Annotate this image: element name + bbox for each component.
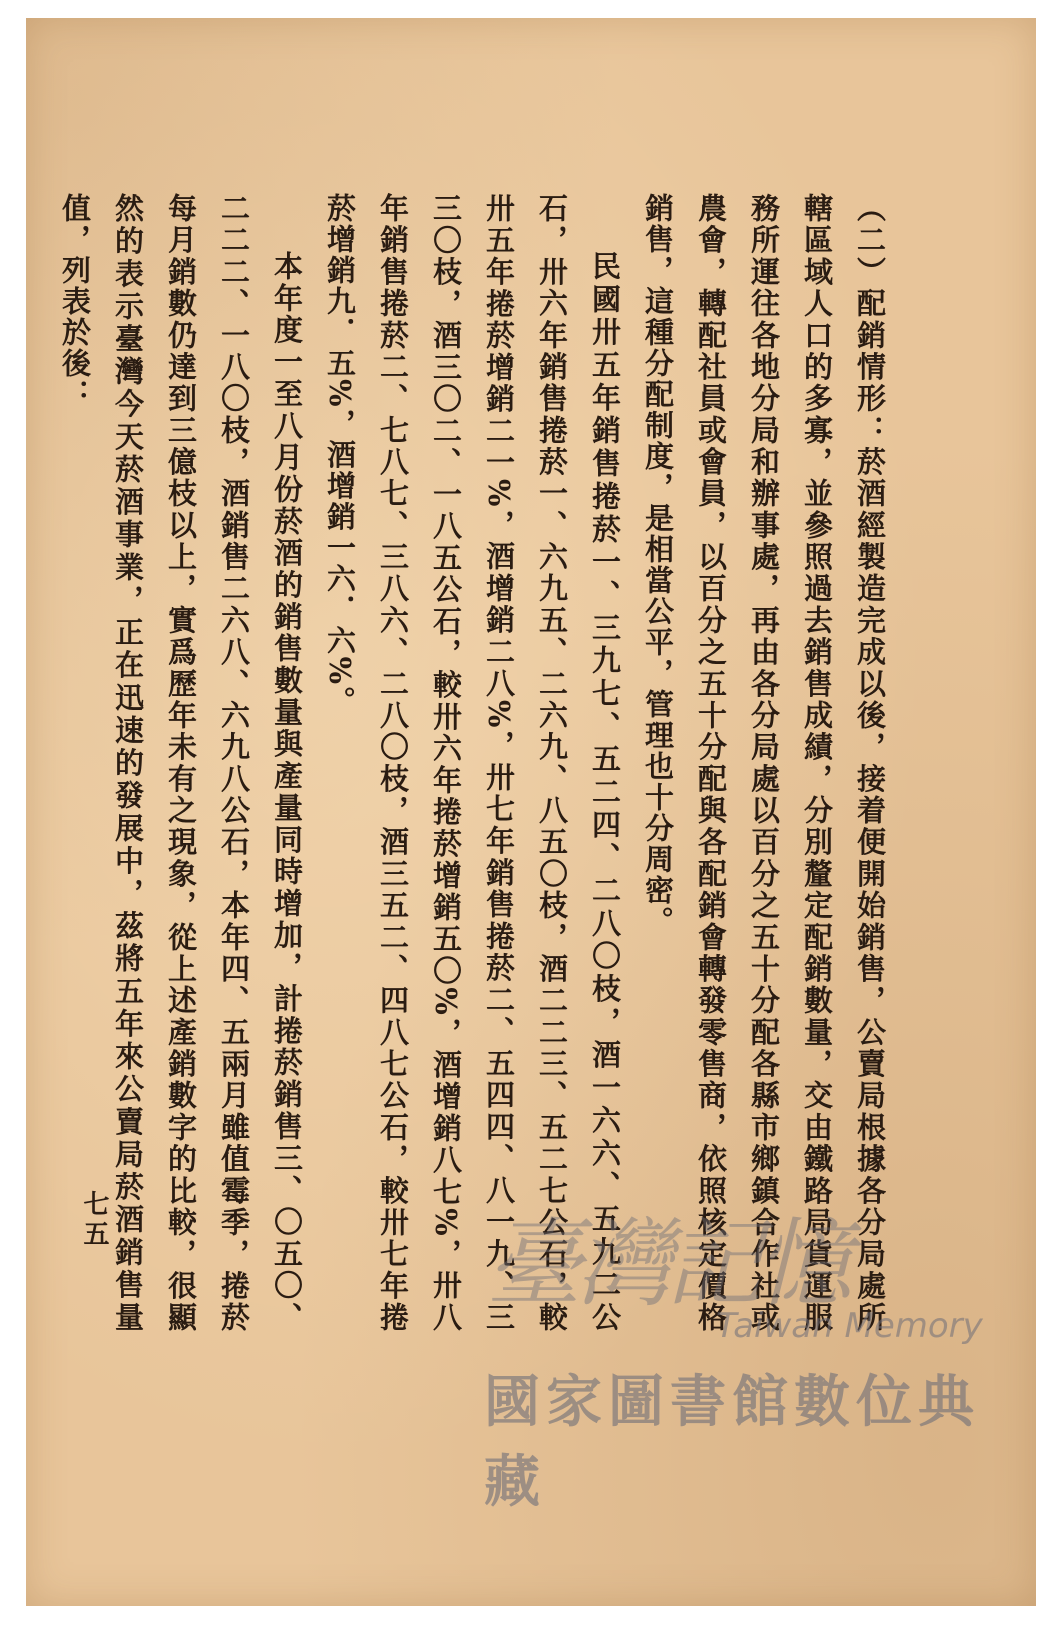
vertical-text-body	[48, 193, 896, 1333]
watermark-chinese-text: 國家圖書館數位典藏	[484, 1370, 980, 1515]
watermark-english-text: Taiwan Memory	[716, 1306, 983, 1346]
scanned-page	[26, 18, 1036, 1606]
page-number: 七五	[79, 1190, 109, 1250]
paragraph-distribution: （二）配銷情形：菸酒經製造完成以後，接着便開始銷售，公賣局根據各分局處所轄區域人口的多寡，並參照過去銷售成績，分別釐定配銷數量，交由鐵路局貨運服務所運往各地分局和辦事處，再由各分局處以百分之五十分配各縣市鄉鎮合作社或農會，轉配社員或會員，以百分之五十分配與各配銷會轉發零售商，依照核定價格銷售，這種分配制度，是相當公平，管理也十分周密。	[641, 193, 887, 1333]
library-watermark	[466, 1188, 986, 1515]
paragraph-sales-current-year: 本年度一至八月份菸酒的銷售數量與產量同時增加，計捲菸銷售三、〇五〇、二二二、一八〇枝，酒銷售二六八、六九八公石，本年四、五兩月雖值霉季，捲菸每月銷數仍達到三億枝以上，實爲歷年未有之現象，從上述產銷數字的比較，很顯然的表示臺灣今天菸酒事業，正在迅速的發展中，茲將五年來公賣局菸酒銷售量值，列表於後：	[58, 193, 304, 1333]
watermark-script-logo: 臺灣記憶	[486, 1208, 846, 1320]
paragraph-sales-1946-1949: 民國卅五年銷售捲菸一、三九七、五二四、二八〇枝，酒一六六、五九二公石，卅六年銷售捲菸一、六九五、二六九、八五〇枝，酒二二三、五二七公石，較卅五年捲菸增銷二一%，酒增銷二八%，卅七年銷售捲菸二、五四四、八一九、三三〇枝，酒三〇二、一八五公石，較卅六年捲菸增銷五〇%，酒增銷八七%，卅八年銷售捲菸二、七八七、三八六、二八〇枝，酒三五二、四八七公石，較卅七年捲菸增銷九．五%，酒增銷一六．六%。	[323, 193, 622, 1333]
